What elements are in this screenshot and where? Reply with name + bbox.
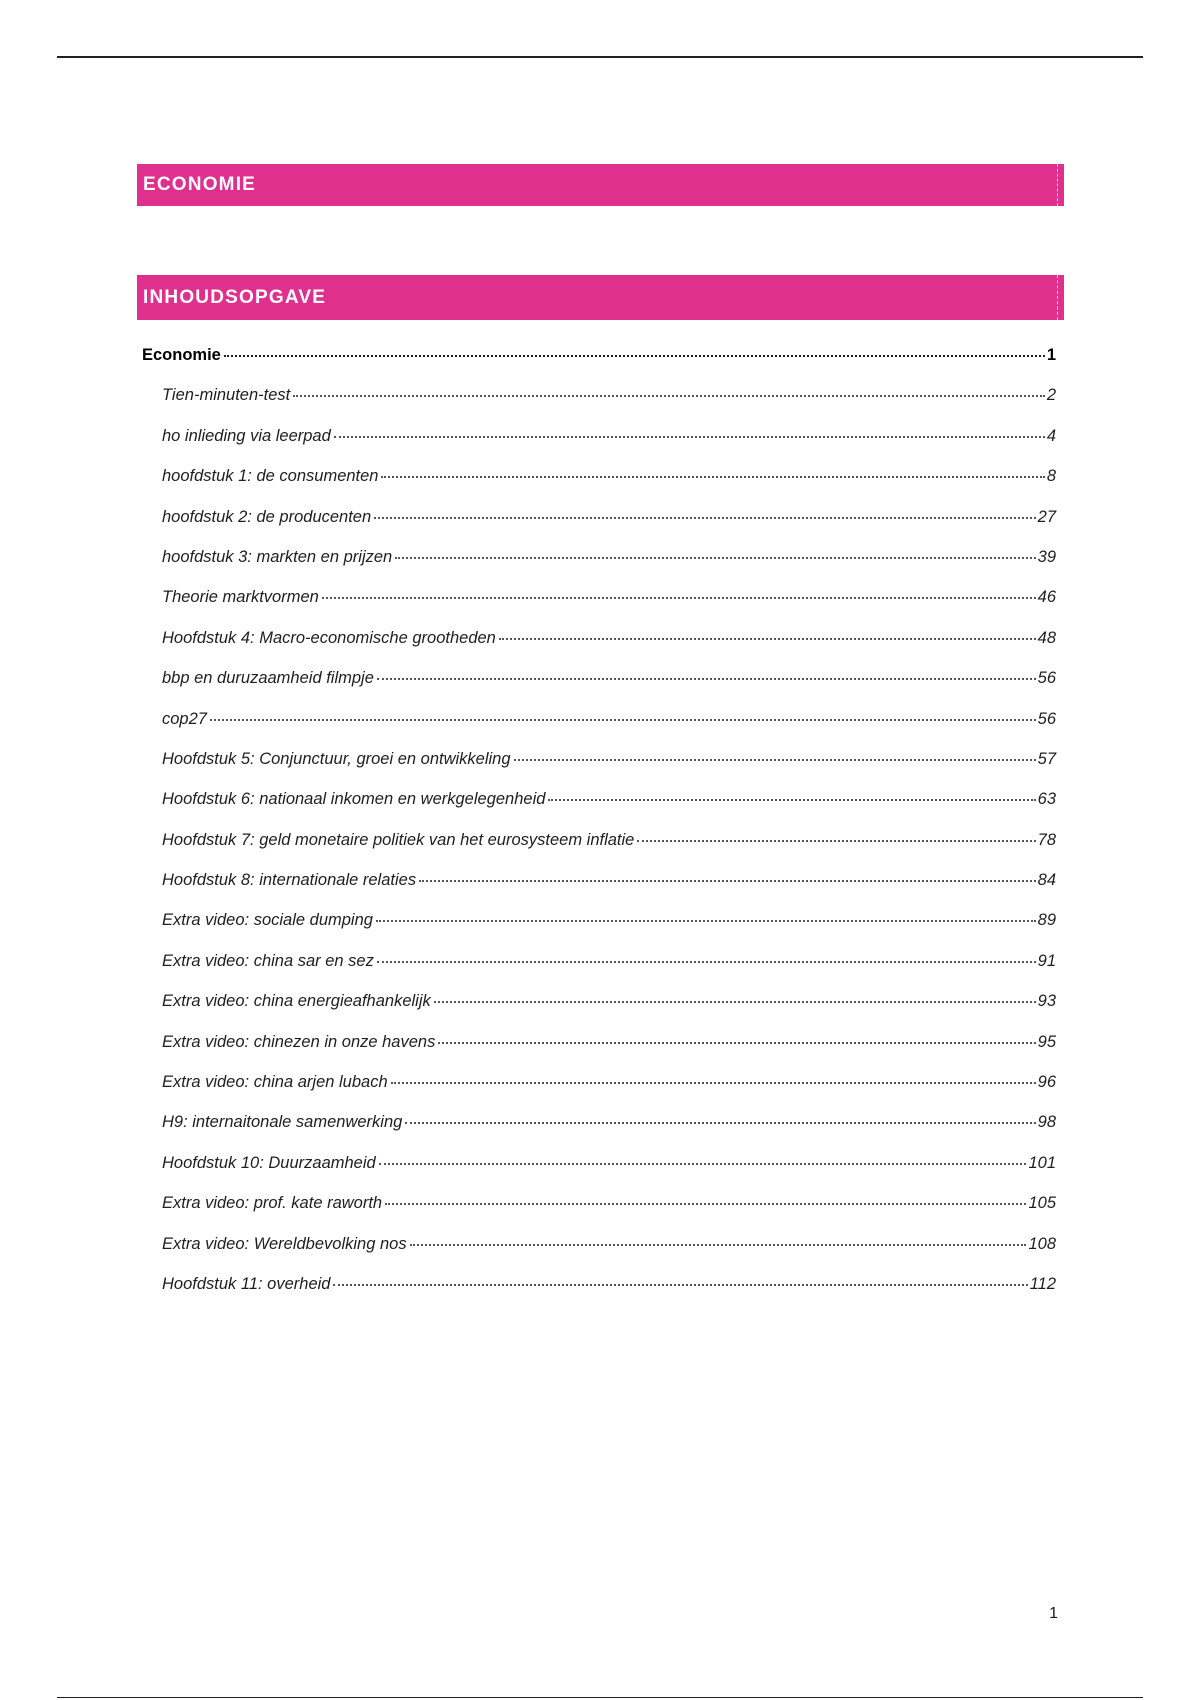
toc-entry-title: Extra video: sociale dumping <box>162 911 373 930</box>
toc-entry-title: hoofdstuk 1: de consumenten <box>162 467 379 486</box>
dot-leader <box>334 436 1045 438</box>
dot-leader <box>419 880 1036 882</box>
toc-entry[interactable] <box>142 981 1056 1021</box>
toc-entry-title: hoofdstuk 3: markten en prijzen <box>162 547 393 566</box>
toc-entry-title: Tien-minuten-test <box>162 386 291 405</box>
dot-leader <box>637 840 1035 842</box>
toc-entry-page: 91 <box>1037 951 1056 970</box>
toc-entry[interactable] <box>142 699 1056 739</box>
dot-leader <box>333 1284 1027 1286</box>
toc-entry-page: 112 <box>1029 1274 1056 1293</box>
toc-entry-title: ho inlieding via leerpad <box>162 426 331 445</box>
toc-entry[interactable] <box>142 1062 1056 1102</box>
toc-entry[interactable] <box>142 1022 1056 1062</box>
toc-entry-title: Hoofdstuk 5: Conjunctuur, groei en ontwikkeling <box>162 749 511 768</box>
toc-entry-title: hoofdstuk 2: de producenten <box>162 507 372 526</box>
toc-entry-title: Hoofdstuk 7: geld monetaire politiek van het eurosysteem inflatie <box>162 830 635 849</box>
toc-entry-page: 93 <box>1037 992 1056 1011</box>
page-number: 1 <box>1049 1605 1058 1622</box>
dot-leader <box>224 355 1045 357</box>
dot-leader <box>434 1001 1036 1003</box>
toc-entry[interactable] <box>142 900 1056 940</box>
toc-entry-page: 8 <box>1046 467 1056 486</box>
footer-rule <box>57 1697 1143 1698</box>
toc-entry-title: Extra video: china sar en sez <box>162 951 374 970</box>
toc-entry-title: Extra video: china energieafhankelijk <box>162 992 431 1011</box>
toc-entry[interactable] <box>142 497 1056 537</box>
toc-entry-economie[interactable] <box>142 335 1056 375</box>
document-title-banner <box>137 164 1064 206</box>
dot-leader <box>376 920 1036 922</box>
toc-entry-title: Extra video: china arjen lubach <box>162 1073 388 1092</box>
toc-entry[interactable] <box>142 537 1056 577</box>
toc-entry[interactable] <box>142 1143 1056 1183</box>
dot-leader <box>385 1203 1026 1205</box>
dot-leader <box>210 719 1036 721</box>
toc-entry-page: 4 <box>1046 426 1056 445</box>
toc-entry[interactable] <box>142 375 1056 415</box>
toc-entry[interactable] <box>142 658 1056 698</box>
toc-entry-page: 78 <box>1037 830 1056 849</box>
dot-leader <box>410 1244 1027 1246</box>
dot-leader <box>548 799 1035 801</box>
document-title: ECONOMIE <box>143 174 257 195</box>
toc-entry-title: Economie <box>142 346 221 364</box>
toc-entry-title: H9: internaitonale samenwerking <box>162 1113 403 1132</box>
toc-entry[interactable] <box>142 577 1056 617</box>
toc-entry-page: 56 <box>1037 709 1056 728</box>
toc-entry-title: Hoofdstuk 4: Macro-economische grootheden <box>162 628 496 647</box>
dot-leader <box>438 1042 1035 1044</box>
dot-leader <box>499 638 1036 640</box>
toc-entry[interactable] <box>142 618 1056 658</box>
dot-leader <box>379 1163 1027 1165</box>
toc-entry-page: 105 <box>1028 1194 1056 1213</box>
toc-entry-page: 2 <box>1046 386 1056 405</box>
table-of-contents <box>142 335 1056 1304</box>
dot-leader <box>381 476 1044 478</box>
toc-entry[interactable] <box>142 820 1056 860</box>
toc-entry[interactable] <box>142 456 1056 496</box>
toc-entry-title: Theorie marktvormen <box>162 588 319 607</box>
toc-entry-page: 101 <box>1028 1153 1056 1172</box>
toc-entry-title: Extra video: prof. kate raworth <box>162 1194 383 1213</box>
toc-entry-page: 108 <box>1028 1234 1056 1253</box>
dot-leader <box>514 759 1036 761</box>
toc-entry-title: Hoofdstuk 8: internationale relaties <box>162 871 417 890</box>
toc-entry[interactable] <box>142 779 1056 819</box>
toc-heading: INHOUDSOPGAVE <box>143 286 327 308</box>
toc-entry[interactable] <box>142 1224 1056 1264</box>
toc-entry-page: 27 <box>1037 507 1056 526</box>
header-rule <box>57 56 1143 58</box>
dot-leader <box>395 557 1035 559</box>
toc-entry-page: 39 <box>1037 547 1056 566</box>
toc-entry-page: 84 <box>1037 871 1056 890</box>
toc-entry-title: Hoofdstuk 6: nationaal inkomen en werkgelegenheid <box>162 790 546 809</box>
toc-entry-title: Extra video: Wereldbevolking nos <box>162 1234 407 1253</box>
dot-leader <box>391 1082 1036 1084</box>
toc-entry-title: cop27 <box>162 709 207 728</box>
dot-leader <box>322 597 1036 599</box>
toc-entry-title: Hoofdstuk 10: Duurzaamheid <box>162 1153 376 1172</box>
dot-leader <box>377 961 1036 963</box>
toc-entry-page: 98 <box>1037 1113 1056 1132</box>
toc-entry[interactable] <box>142 416 1056 456</box>
toc-entry-page: 46 <box>1037 588 1056 607</box>
toc-heading-banner <box>137 275 1064 320</box>
toc-entry[interactable] <box>142 1102 1056 1142</box>
toc-entry[interactable] <box>142 941 1056 981</box>
toc-entry-title: Hoofdstuk 11: overheid <box>162 1274 331 1293</box>
toc-entry-page: 48 <box>1037 628 1056 647</box>
toc-entry-page: 57 <box>1037 749 1056 768</box>
toc-entry-page: 95 <box>1037 1032 1056 1051</box>
toc-entry[interactable] <box>142 739 1056 779</box>
dot-leader <box>293 395 1045 397</box>
toc-entry[interactable] <box>142 860 1056 900</box>
toc-entry-page: 96 <box>1037 1073 1056 1092</box>
toc-entry-page: 56 <box>1037 669 1056 688</box>
toc-entry-title: bbp en duruzaamheid filmpje <box>162 669 374 688</box>
toc-entry[interactable] <box>142 1264 1056 1304</box>
dot-leader <box>405 1122 1035 1124</box>
toc-entry-page: 63 <box>1037 790 1056 809</box>
toc-entry-page: 1 <box>1046 346 1056 364</box>
dot-leader <box>374 517 1035 519</box>
toc-entry-title: Extra video: chinezen in onze havens <box>162 1032 436 1051</box>
dot-leader <box>377 678 1036 680</box>
toc-entry[interactable] <box>142 1183 1056 1223</box>
toc-entry-page: 89 <box>1037 911 1056 930</box>
